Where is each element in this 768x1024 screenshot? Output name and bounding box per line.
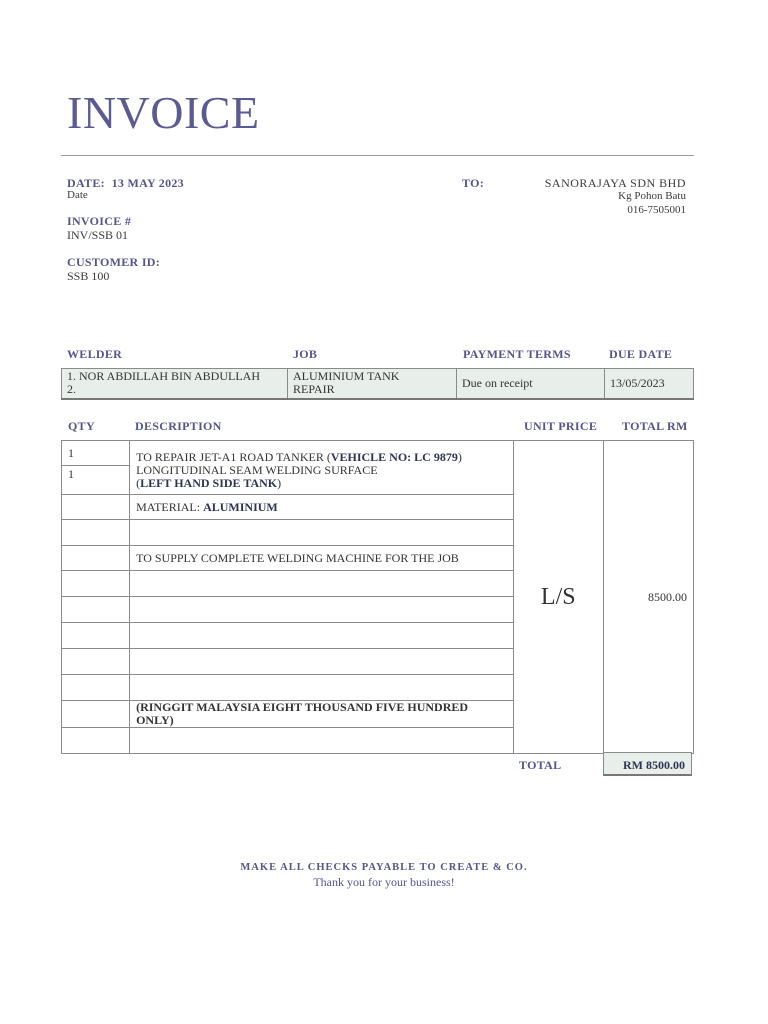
description-cell	[130, 649, 514, 675]
customer-id-value: SSB 100	[67, 269, 110, 283]
description-cell	[130, 441, 514, 495]
payment-terms-header: PAYMENT TERMS	[463, 347, 571, 361]
welder-cell	[62, 369, 288, 399]
tank-side: LEFT HAND SIDE TANK	[140, 476, 278, 490]
to-address: Kg Pohon Batu	[618, 190, 686, 202]
date-sub-label: Date	[67, 189, 88, 201]
customer-id-label: CUSTOMER ID:	[67, 255, 161, 269]
description-cell	[130, 728, 514, 754]
vehicle-number: VEHICLE NO: LC 9879	[330, 450, 458, 464]
description-cell	[130, 597, 514, 623]
qty-cell	[62, 623, 130, 649]
job-line-2: REPAIR	[293, 382, 335, 397]
material-value: ALUMINIUM	[203, 499, 278, 514]
qty-cell	[62, 520, 130, 546]
welder-header: WELDER	[67, 347, 123, 361]
to-phone: 016-7505001	[627, 204, 686, 216]
payment-terms-cell: Due on receipt	[457, 369, 605, 399]
qty-cell	[62, 728, 130, 754]
description-cell	[130, 495, 514, 520]
description-cell: TO SUPPLY COMPLETE WELDING MACHINE FOR THE JOB	[130, 546, 514, 571]
desc-seam: LONGITUDINAL SEAM WELDING SURFACE	[136, 463, 378, 477]
to-label: TO:	[462, 176, 485, 190]
total-label: TOTAL	[519, 758, 562, 772]
thank-you-note: Thank you for your business!	[313, 875, 455, 889]
qty-cell	[62, 675, 130, 701]
qty-cell	[62, 701, 130, 728]
invoice-number-value: INV/SSB 01	[67, 228, 129, 242]
description-cell	[130, 520, 514, 546]
description-cell	[130, 623, 514, 649]
unit-price-header: UNIT PRICE	[524, 419, 598, 433]
total-amount: RM 8500.00	[603, 752, 692, 776]
description-cell	[130, 675, 514, 701]
date-label: DATE:	[67, 176, 105, 190]
job-header: JOB	[293, 347, 318, 361]
due-date-cell: 13/05/2023	[605, 369, 694, 399]
description-cell	[130, 571, 514, 597]
qty-cell: 1	[62, 466, 130, 495]
desc-text: MATERIAL:	[136, 499, 204, 514]
welder-line-1: 1. NOR ABDILLAH BIN ABDULLAH	[67, 369, 260, 384]
job-line-1: ALUMINIUM TANK	[293, 369, 400, 384]
qty-cell	[62, 546, 130, 571]
qty-cell: 1	[62, 441, 130, 466]
desc-text: )	[457, 450, 462, 464]
desc-text: TO REPAIR JET-A1 ROAD TANKER (	[136, 450, 331, 464]
invoice-number-label: INVOICE #	[67, 214, 132, 228]
total-rm-header: TOTAL RM	[622, 419, 688, 433]
amount-in-words: (RINGGIT MALAYSIA EIGHT THOUSAND FIVE HUNDRED ONLY)	[130, 701, 514, 728]
qty-header: QTY	[68, 419, 95, 433]
qty-cell	[62, 571, 130, 597]
description-header: DESCRIPTION	[135, 419, 222, 433]
qty-cell	[62, 495, 130, 520]
to-company: SANORAJAYA SDN BHD	[544, 176, 686, 190]
items-table	[61, 440, 694, 754]
welder-table	[61, 368, 694, 400]
date-value: 13 MAY 2023	[111, 176, 184, 190]
qty-cell	[62, 649, 130, 675]
invoice-title: INVOICE	[67, 87, 260, 138]
job-cell	[288, 369, 457, 399]
desc-text: )	[277, 476, 282, 490]
header-divider	[61, 155, 694, 156]
desc-text: (	[136, 476, 141, 490]
qty-cell	[62, 597, 130, 623]
due-date-header: DUE DATE	[609, 347, 673, 361]
checks-payable-note: MAKE ALL CHECKS PAYABLE TO CREATE & CO.	[240, 862, 528, 873]
unit-price-cell: L/S	[513, 441, 603, 754]
welder-line-2: 2.	[67, 382, 76, 397]
total-rm-cell: 8500.00	[603, 441, 693, 754]
